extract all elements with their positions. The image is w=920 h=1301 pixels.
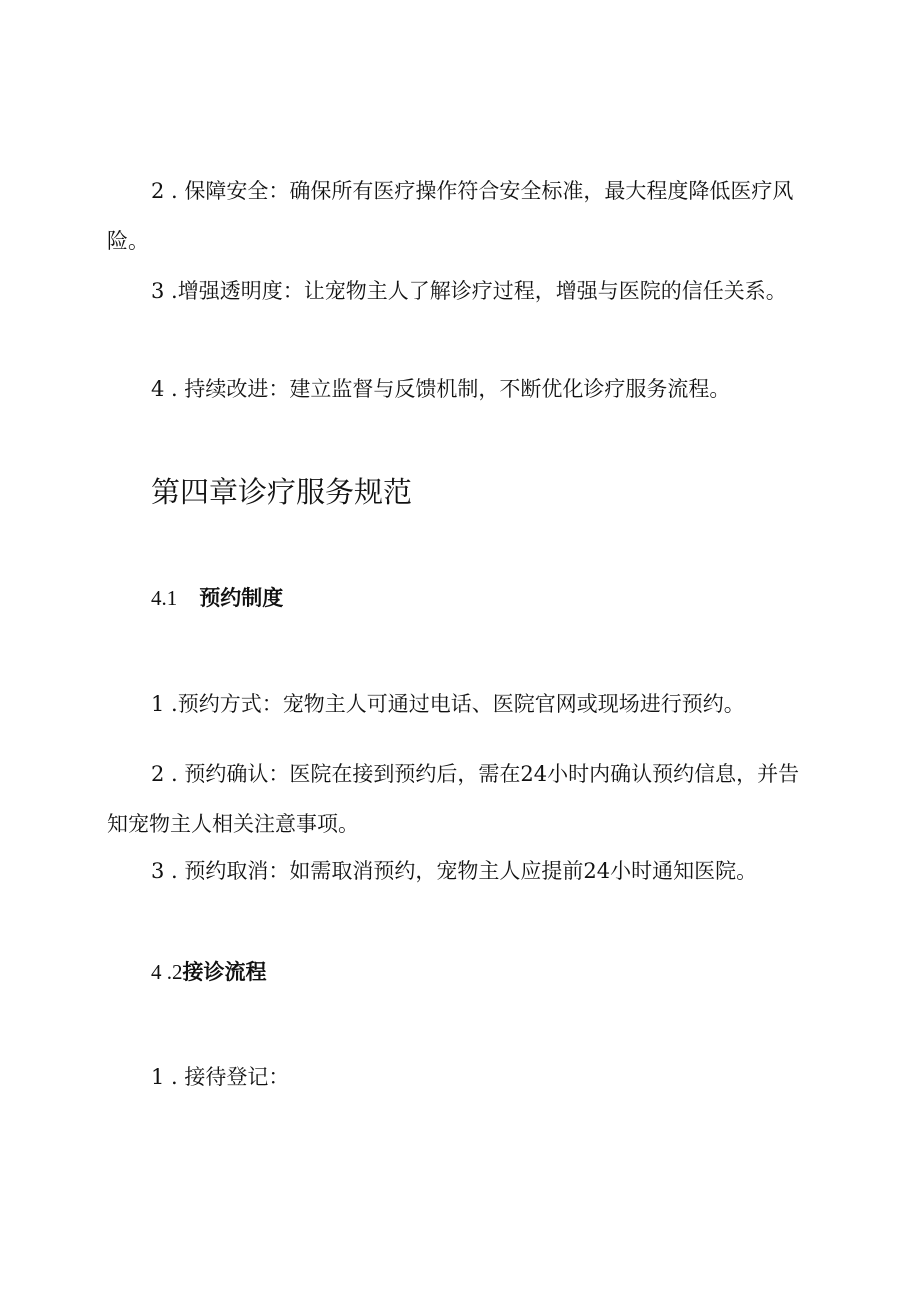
appointment-cancel-item: 3 . 预约取消：如需取消预约，宠物主人应提前24小时通知医院。 [151, 859, 758, 883]
appointment-method-item: 1 .预约方式：宠物主人可通过电话、医院官网或现场进行预约。 [151, 692, 745, 716]
section-heading-reception [151, 954, 267, 990]
goal-item-improvement: 4 . 持续改进：建立监督与反馈机制，不断优化诊疗服务流程。 [151, 377, 731, 401]
chapter-title: 第四章诊疗服务规范 [151, 475, 413, 509]
section-heading-appointment [151, 580, 283, 616]
appointment-confirm-item: 2 . 预约确认：医院在接到预约后，需在24小时内确认预约信息，并告知宠物主人相关注意事项。 [107, 762, 800, 836]
section-title: 接诊流程 [182, 960, 267, 984]
section-number: 4 .2 [151, 960, 183, 984]
section-number: 4.1 [151, 586, 178, 610]
reception-registration-item: 1 . 接待登记： [151, 1065, 290, 1089]
goal-item-safety: 2 . 保障安全：确保所有医疗操作符合安全标准，最大程度降低医疗风险。 [107, 179, 794, 253]
goal-item-transparency: 3 .增强透明度：让宠物主人了解诊疗过程，增强与医院的信任关系。 [151, 279, 787, 303]
section-title: 预约制度 [199, 586, 284, 610]
